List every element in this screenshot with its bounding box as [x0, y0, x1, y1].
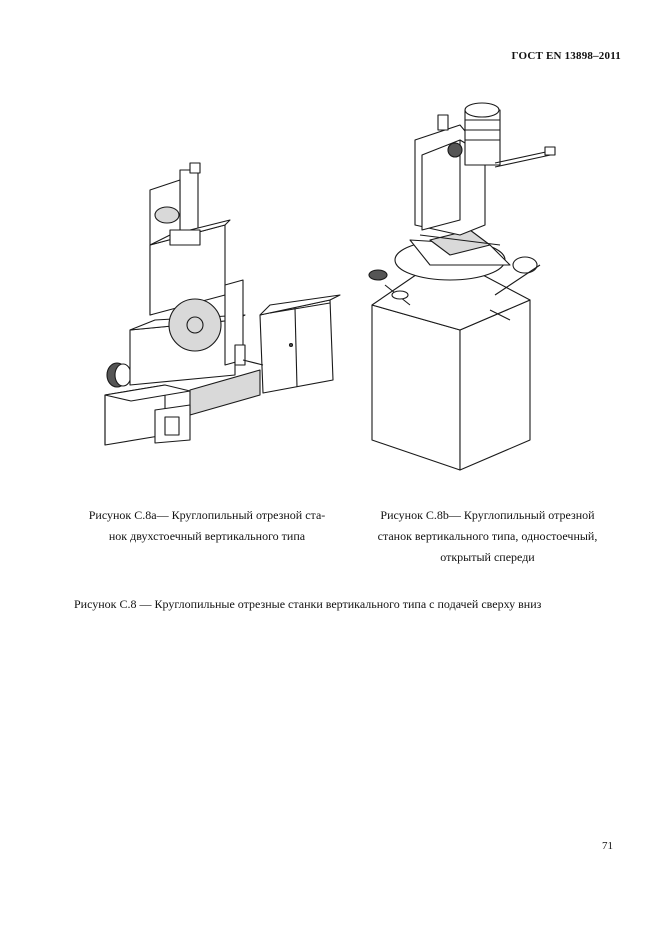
figure-a-caption-line: Рисунок С.8a— Круглопильный отрезной ста-	[88, 508, 326, 522]
figure-b-drawing	[360, 95, 560, 475]
page-number: 71	[602, 840, 613, 852]
figure-a-caption-line: нок двухстоечный вертикального типа	[108, 529, 306, 543]
figure-a-caption	[72, 505, 342, 547]
document-id: ГОСТ EN 13898–2011	[511, 50, 621, 62]
figure-b-caption-line: открытый спереди	[440, 550, 535, 564]
figure-a-drawing	[95, 155, 345, 455]
figure-b-caption	[355, 505, 620, 568]
figure-b-caption-line: станок вертикального типа, одностоечный,	[377, 529, 598, 543]
main-figure-caption: Рисунок С.8 — Круглопильные отрезные станки вертикального типа с подачей сверху вниз	[74, 597, 542, 611]
figure-b-caption-line: Рисунок С.8b— Круглопильный отрезной	[380, 508, 595, 522]
